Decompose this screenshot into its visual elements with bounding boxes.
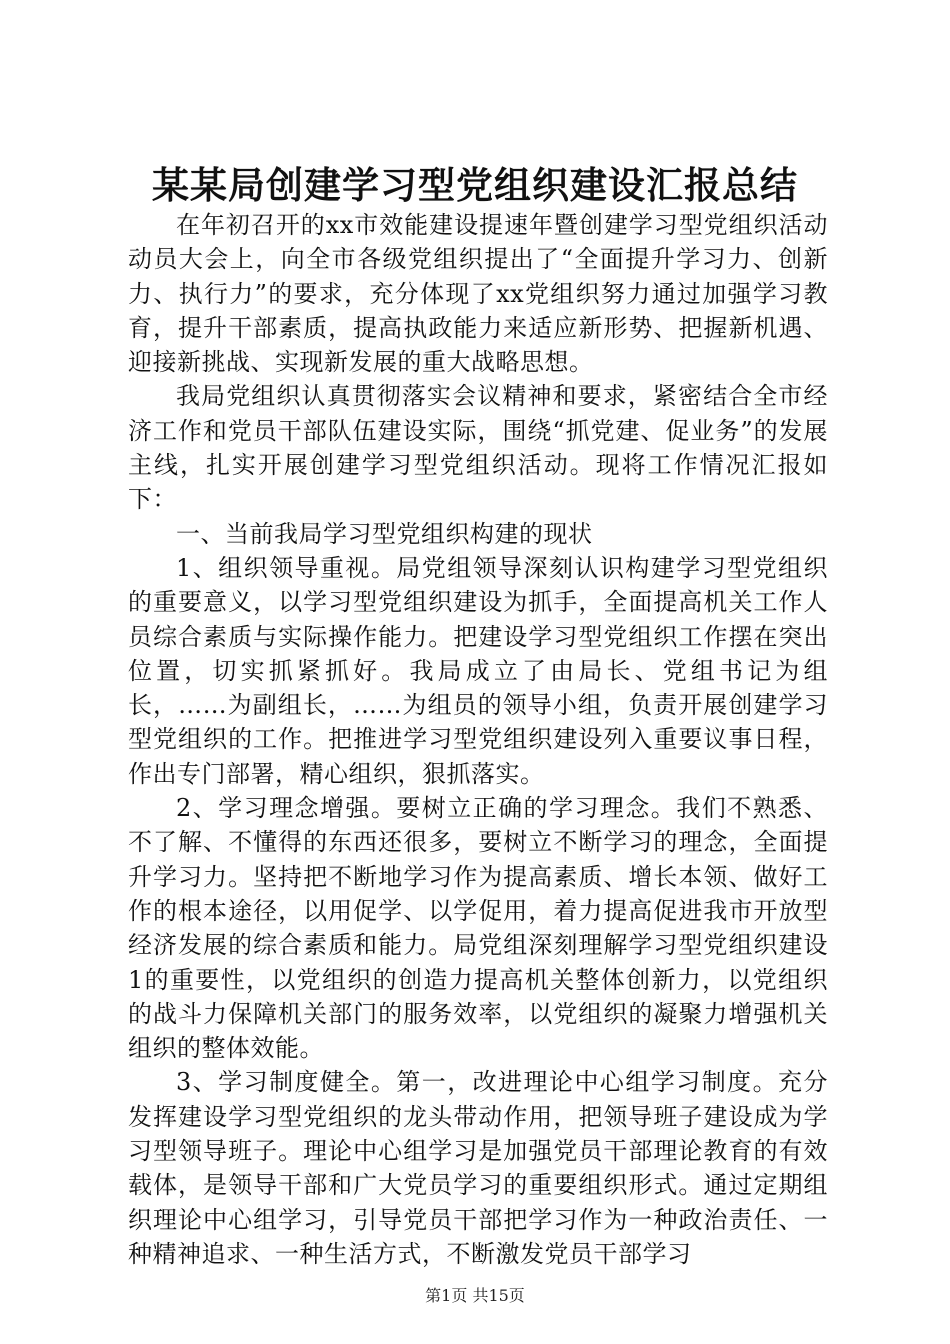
paragraph-item-1: 1、组织领导重视。局党组领导深刻认识构建学习型党组织的重要意义，以学习型党组织建设为抓手，全面提高机关工作人员综合素质与实际操作能力。把建设学习型党组织工作摆在突出位置，切实抓紧抓好。我局成立了由局长、党组书记为组长，……为副组长，……为组员的领导小组，负责开展创建学习型党组织的工作。把推进学习型党组织建设列入重要议事日程，作出专门部署，精心组织，狠抓落实。 [128, 553, 828, 788]
document-body [128, 208, 828, 1271]
paragraph-item-3: 3、学习制度健全。第一，改进理论中心组学习制度。充分发挥建设学习型党组织的龙头带动作用，把领导班子建设成为学习型领导班子。理论中心组学习是加强党员干部理论教育的有效载体，是领导干部和广大党员学习的重要组织形式。通过定期组织理论中心组学习，引导党员干部把学习作为一种政治责任、一种精神追求、一种生活方式，不断激发党员干部学习 [128, 1068, 828, 1268]
page-number-footer: 第1页 共15页 [425, 1286, 525, 1305]
paragraph-overview: 我局党组织认真贯彻落实会议精神和要求，紧密结合全市经济工作和党员干部队伍建设实际，围绕“抓党建、促业务”的发展主线，扎实开展创建学习型党组织活动。现将工作情况汇报如下： [128, 382, 828, 514]
paragraph-intro: 在年初召开的xx市效能建设提速年暨创建学习型党组织活动动员大会上，向全市各级党组织提出了“全面提升学习力、创新力、执行力”的要求，充分体现了xx党组织努力通过加强学习教育，提升干部素质，提高执政能力来适应新形势、把握新机遇、迎接新挑战、实现新发展的重大战略思想。 [128, 211, 828, 377]
paragraph-item-2: 2、学习理念增强。要树立正确的学习理念。我们不熟悉、不了解、不懂得的东西还很多，要树立不断学习的理念，全面提升学习力。坚持把不断地学习作为提高素质、增长本领、做好工作的根本途径，以用促学、以学促用，着力提高促进我市开放型经济发展的综合素质和能力。局党组深刻理解学习型党组织建设1的重要性，以党组织的创造力提高机关整体创新力，以党组织的战斗力保障机关部门的服务效率，以党组织的凝聚力增强机关组织的整体效能。 [128, 794, 828, 1063]
section-heading-status: 一、当前我局学习型党组织构建的现状 [176, 519, 593, 548]
document-title: 某某局创建学习型党组织建设汇报总结 [152, 163, 798, 207]
